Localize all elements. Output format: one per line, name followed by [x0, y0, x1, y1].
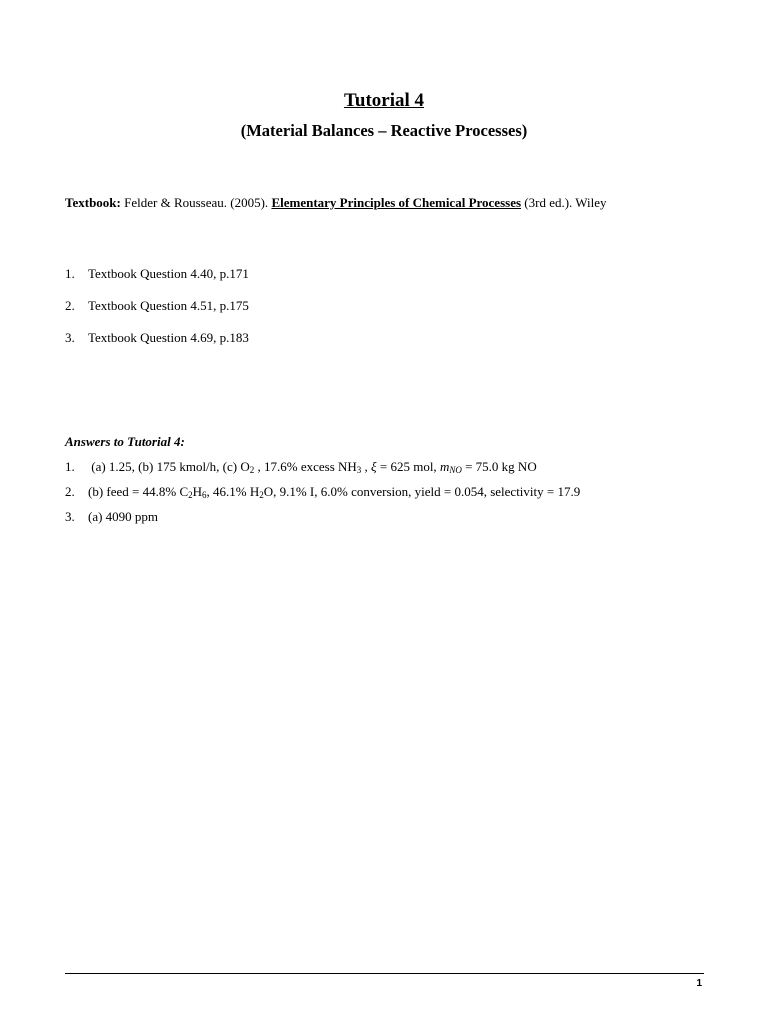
answer-text: , 46.1% H	[206, 484, 260, 499]
textbook-title: Elementary Principles of Chemical Processes	[271, 195, 522, 210]
question-item	[65, 266, 249, 282]
answer-item	[65, 509, 158, 525]
answer-text: ,	[361, 459, 372, 474]
answer-item	[65, 484, 580, 500]
answer-item	[65, 459, 537, 475]
textbook-label: Textbook:	[65, 195, 121, 210]
question-number: 2.	[65, 298, 75, 313]
subscript: NO	[449, 465, 462, 475]
subscript: 3	[356, 465, 362, 475]
mass-symbol: m	[439, 459, 450, 474]
question-text: Textbook Question 4.40, p.171	[88, 266, 249, 281]
xi-symbol: ξ	[371, 459, 377, 474]
answer-text: O, 9.1% I, 6.0% conversion, yield = 0.054, selectivity = 17.9	[263, 484, 581, 499]
answer-number: 1.	[65, 459, 75, 474]
page-number: 1	[696, 978, 702, 989]
textbook-reference	[65, 195, 607, 211]
page-title: Tutorial 4	[343, 90, 425, 111]
question-item	[65, 298, 249, 314]
question-number: 1.	[65, 266, 75, 281]
answer-text: (a) 1.25, (b) 175 kmol/h, (c) O	[88, 459, 250, 474]
subscript: 2	[259, 490, 264, 500]
answer-text: = 75.0 kg NO	[461, 459, 537, 474]
textbook-authors: Felder & Rousseau. (2005).	[120, 195, 272, 210]
answer-number: 2.	[65, 484, 75, 499]
answer-text: H	[192, 484, 202, 499]
answer-number: 3.	[65, 509, 75, 524]
textbook-edition: (3rd ed.). Wiley	[521, 195, 607, 210]
subscript: 2	[188, 490, 193, 500]
answer-text: (b) feed = 44.8% C	[88, 484, 189, 499]
question-number: 3.	[65, 330, 75, 345]
subscript: 6	[202, 490, 207, 500]
question-text: Textbook Question 4.51, p.175	[88, 298, 249, 313]
question-item	[65, 330, 249, 346]
footer-rule	[65, 973, 704, 974]
answers-heading: Answers to Tutorial 4:	[65, 434, 185, 449]
answer-text: , 17.6% excess NH	[254, 459, 357, 474]
question-text: Textbook Question 4.69, p.183	[88, 330, 249, 345]
page-subtitle: (Material Balances – Reactive Processes)	[240, 121, 528, 140]
subscript: 2	[249, 465, 255, 475]
answer-text: (a) 4090 ppm	[88, 509, 159, 524]
answer-text: = 625 mol,	[376, 459, 440, 474]
